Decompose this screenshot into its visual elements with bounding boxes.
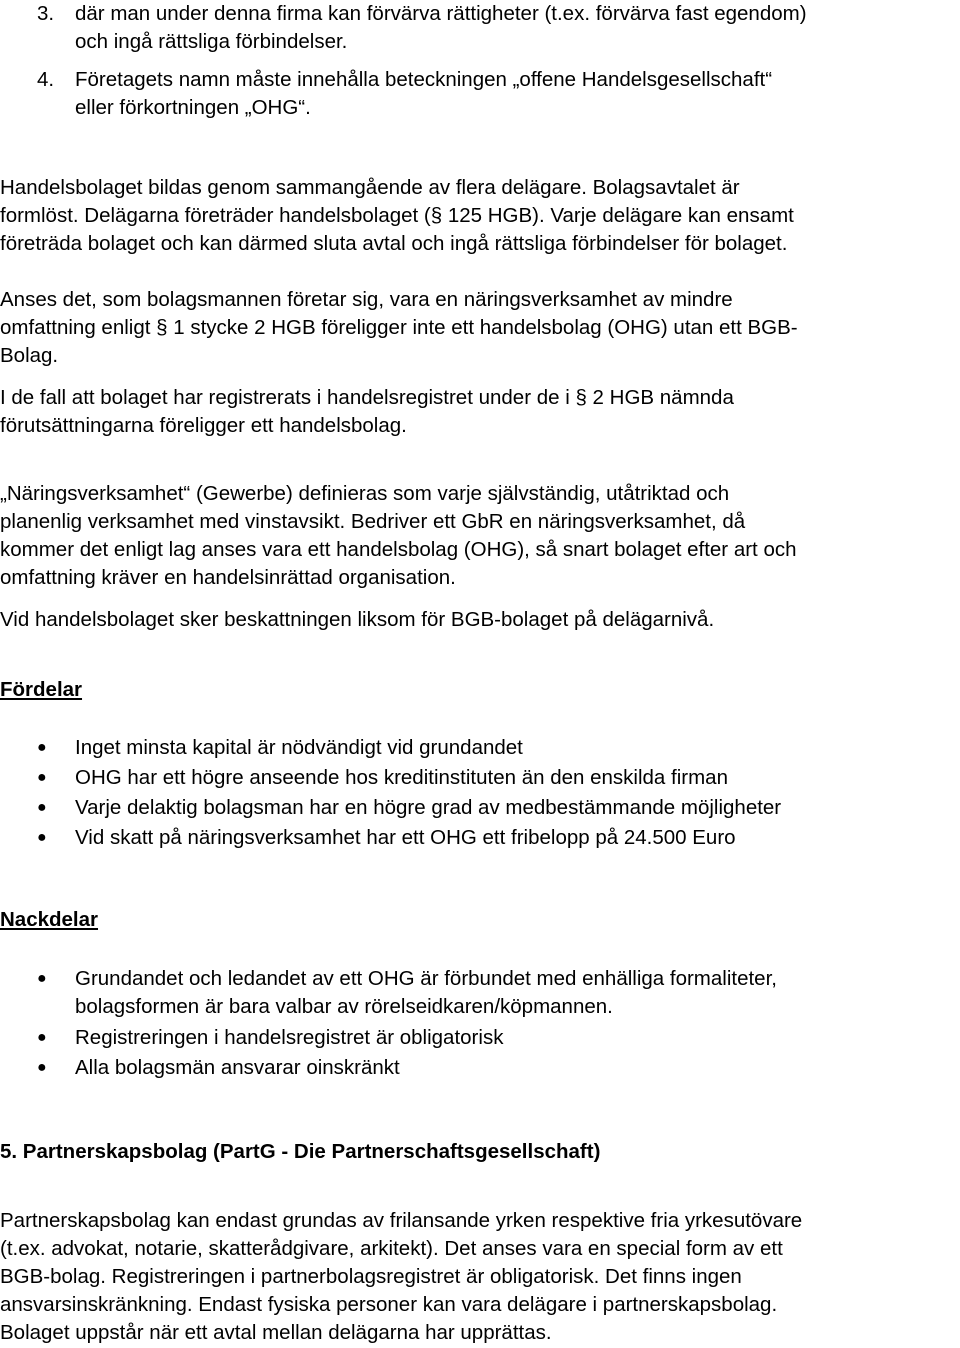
numbered-item-line: Företagets namn måste innehålla beteckningen „offene Handelsgesellschaft“ xyxy=(75,68,773,91)
paragraph-line: förutsättningarna föreligger ett handelsbolag. xyxy=(0,414,407,437)
bullet-icon: ● xyxy=(37,970,47,987)
list-number: 4. xyxy=(37,68,55,91)
numbered-item-line: och ingå rättsliga förbindelser. xyxy=(75,30,348,53)
paragraph-line: Bolaget uppstår när ett avtal mellan delägarna har upprättas. xyxy=(0,1321,552,1344)
list-item: Registreringen i handelsregistret är obligatorisk xyxy=(75,1026,504,1049)
paragraph-line: planenlig verksamhet med vinstavsikt. Bedriver ett GbR en näringsverksamhet, då xyxy=(0,510,746,533)
list-item: Alla bolagsmän ansvarar oinskränkt xyxy=(75,1056,400,1079)
bullet-icon: ● xyxy=(37,739,47,756)
paragraph-line: ansvarsinskränkning. Endast fysiska personer kan vara delägare i partnerskapsbolag. xyxy=(0,1293,778,1316)
numbered-item-line: eller förkortningen „OHG“. xyxy=(75,96,311,119)
paragraph-line: „Näringsverksamhet“ (Gewerbe) definieras som varje självständig, utåtriktad och xyxy=(0,482,730,505)
nackdelar-heading: Nackdelar xyxy=(0,908,99,931)
bullet-icon: ● xyxy=(37,799,47,816)
paragraph-line: (t.ex. advokat, notarie, skatterådgivare, arkitekt). Det anses vara en special form av ett xyxy=(0,1237,783,1260)
list-number: 3. xyxy=(37,2,55,25)
list-item: Vid skatt på näringsverksamhet har ett OHG ett fribelopp på 24.500 Euro xyxy=(75,826,736,849)
paragraph-line: Anses det, som bolagsmannen företar sig, vara en näringsverksamhet av mindre xyxy=(0,288,733,311)
bullet-icon: ● xyxy=(37,1059,47,1076)
bullet-icon: ● xyxy=(37,769,47,786)
paragraph-line: omfattning enligt § 1 stycke 2 HGB föreligger inte ett handelsbolag (OHG) utan ett BGB- xyxy=(0,316,798,339)
list-item: OHG har ett högre anseende hos kreditinstituten än den enskilda firman xyxy=(75,766,728,789)
paragraph-line: Bolag. xyxy=(0,344,59,367)
paragraph-line: BGB-bolag. Registreringen i partnerbolagsregistret är obligatorisk. Det finns ingen xyxy=(0,1265,742,1288)
bullet-icon: ● xyxy=(37,829,47,846)
paragraph-line: Partnerskapsbolag kan endast grundas av frilansande yrken respektive fria yrkesutövare xyxy=(0,1209,803,1232)
numbered-item-line: där man under denna firma kan förvärva rättigheter (t.ex. förvärva fast egendom) xyxy=(75,2,807,25)
list-item-continuation: bolagsformen är bara valbar av rörelseidkaren/köpmannen. xyxy=(75,995,613,1018)
list-item: Varje delaktig bolagsman har en högre grad av medbestämmande möjligheter xyxy=(75,796,782,819)
paragraph-line: omfattning kräver en handelsinrättad organisation. xyxy=(0,566,456,589)
fordelar-heading: Fördelar xyxy=(0,678,83,701)
bullet-icon: ● xyxy=(37,1029,47,1046)
paragraph-line: Vid handelsbolaget sker beskattningen liksom för BGB-bolaget på delägarnivå. xyxy=(0,608,715,631)
paragraph-line: företräda bolaget och kan därmed sluta avtal och ingå rättsliga förbindelser för bolaget. xyxy=(0,232,788,255)
paragraph-line: kommer det enligt lag anses vara ett handelsbolag (OHG), så snart bolaget efter art och xyxy=(0,538,797,561)
paragraph-line: Handelsbolaget bildas genom sammangående av flera delägare. Bolagsavtalet är xyxy=(0,176,740,199)
paragraph-line: I de fall att bolaget har registrerats i handelsregistret under de i § 2 HGB nämnda xyxy=(0,386,734,409)
paragraph-line: formlöst. Delägarna företräder handelsbolaget (§ 125 HGB). Varje delägare kan ensamt xyxy=(0,204,794,227)
list-item: Inget minsta kapital är nödvändigt vid grundandet xyxy=(75,736,523,759)
list-item: Grundandet och ledandet av ett OHG är förbundet med enhälliga formaliteter, xyxy=(75,967,777,990)
section-title: 5. Partnerskapsbolag (PartG - Die Partnerschaftsgesellschaft) xyxy=(0,1140,601,1163)
